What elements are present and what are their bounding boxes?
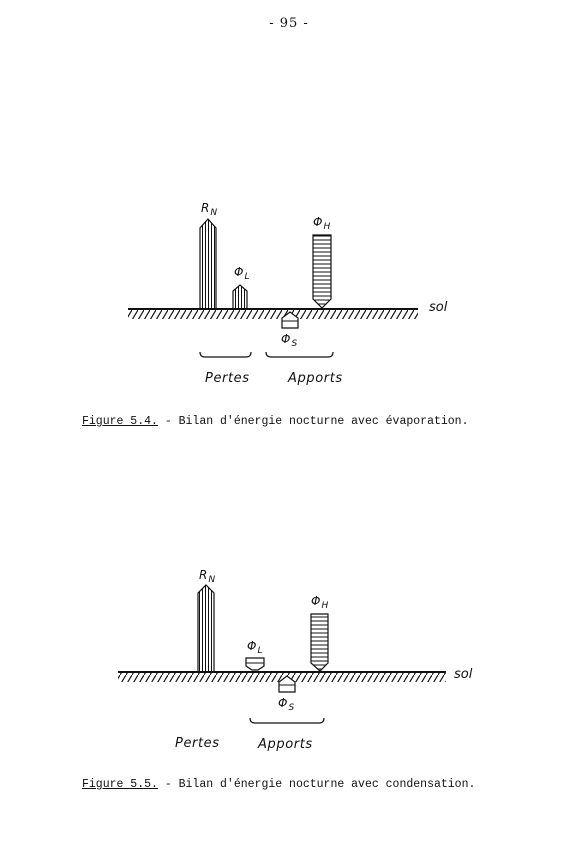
- gains-brace: [266, 352, 333, 357]
- figure-5-4-diagram: [0, 190, 578, 430]
- caption-ref: Figure 5.4.: [82, 415, 158, 428]
- phih-arrow: [313, 235, 331, 308]
- losses-label: Pertes: [175, 736, 220, 751]
- phih-label: $\Phi_H$: [313, 215, 331, 232]
- phis-label: $\Phi_S$: [278, 696, 295, 713]
- ground-label: sol: [454, 667, 473, 682]
- figure-5-5-caption: [82, 778, 475, 791]
- phih-label: $\Phi_H$: [311, 594, 329, 611]
- caption-ref: Figure 5.5.: [82, 778, 158, 791]
- figure-5-5-diagram: [0, 555, 578, 795]
- rn-label: $R_N$: [199, 568, 216, 585]
- phil-arrow: [233, 285, 247, 309]
- losses-brace: [200, 352, 251, 357]
- phil-label: $\Phi_L$: [247, 639, 263, 656]
- gains-brace: [250, 718, 324, 723]
- losses-label: Pertes: [205, 371, 250, 386]
- phis-label: $\Phi_S$: [281, 332, 298, 349]
- gains-label: Apports: [288, 371, 343, 386]
- page-number: - 95 -: [269, 16, 309, 31]
- caption-text: - Bilan d'énergie nocturne avec évaporation.: [157, 415, 469, 428]
- gains-label: Apports: [258, 737, 313, 752]
- rn-label: $R_N$: [201, 201, 218, 218]
- figure-5-5: [0, 555, 578, 795]
- caption-text: - Bilan d'énergie nocturne avec condensation.: [157, 778, 476, 791]
- phil-arrow: [246, 658, 264, 670]
- phil-label: $\Phi_L$: [234, 265, 250, 282]
- ground-hatching: [128, 310, 418, 319]
- ground-label: sol: [429, 300, 448, 315]
- phih-arrow: [311, 614, 328, 671]
- figure-5-4-caption: [82, 415, 468, 428]
- rn-arrow: [200, 219, 216, 309]
- rn-arrow: [198, 585, 214, 672]
- figure-5-4: [0, 190, 578, 430]
